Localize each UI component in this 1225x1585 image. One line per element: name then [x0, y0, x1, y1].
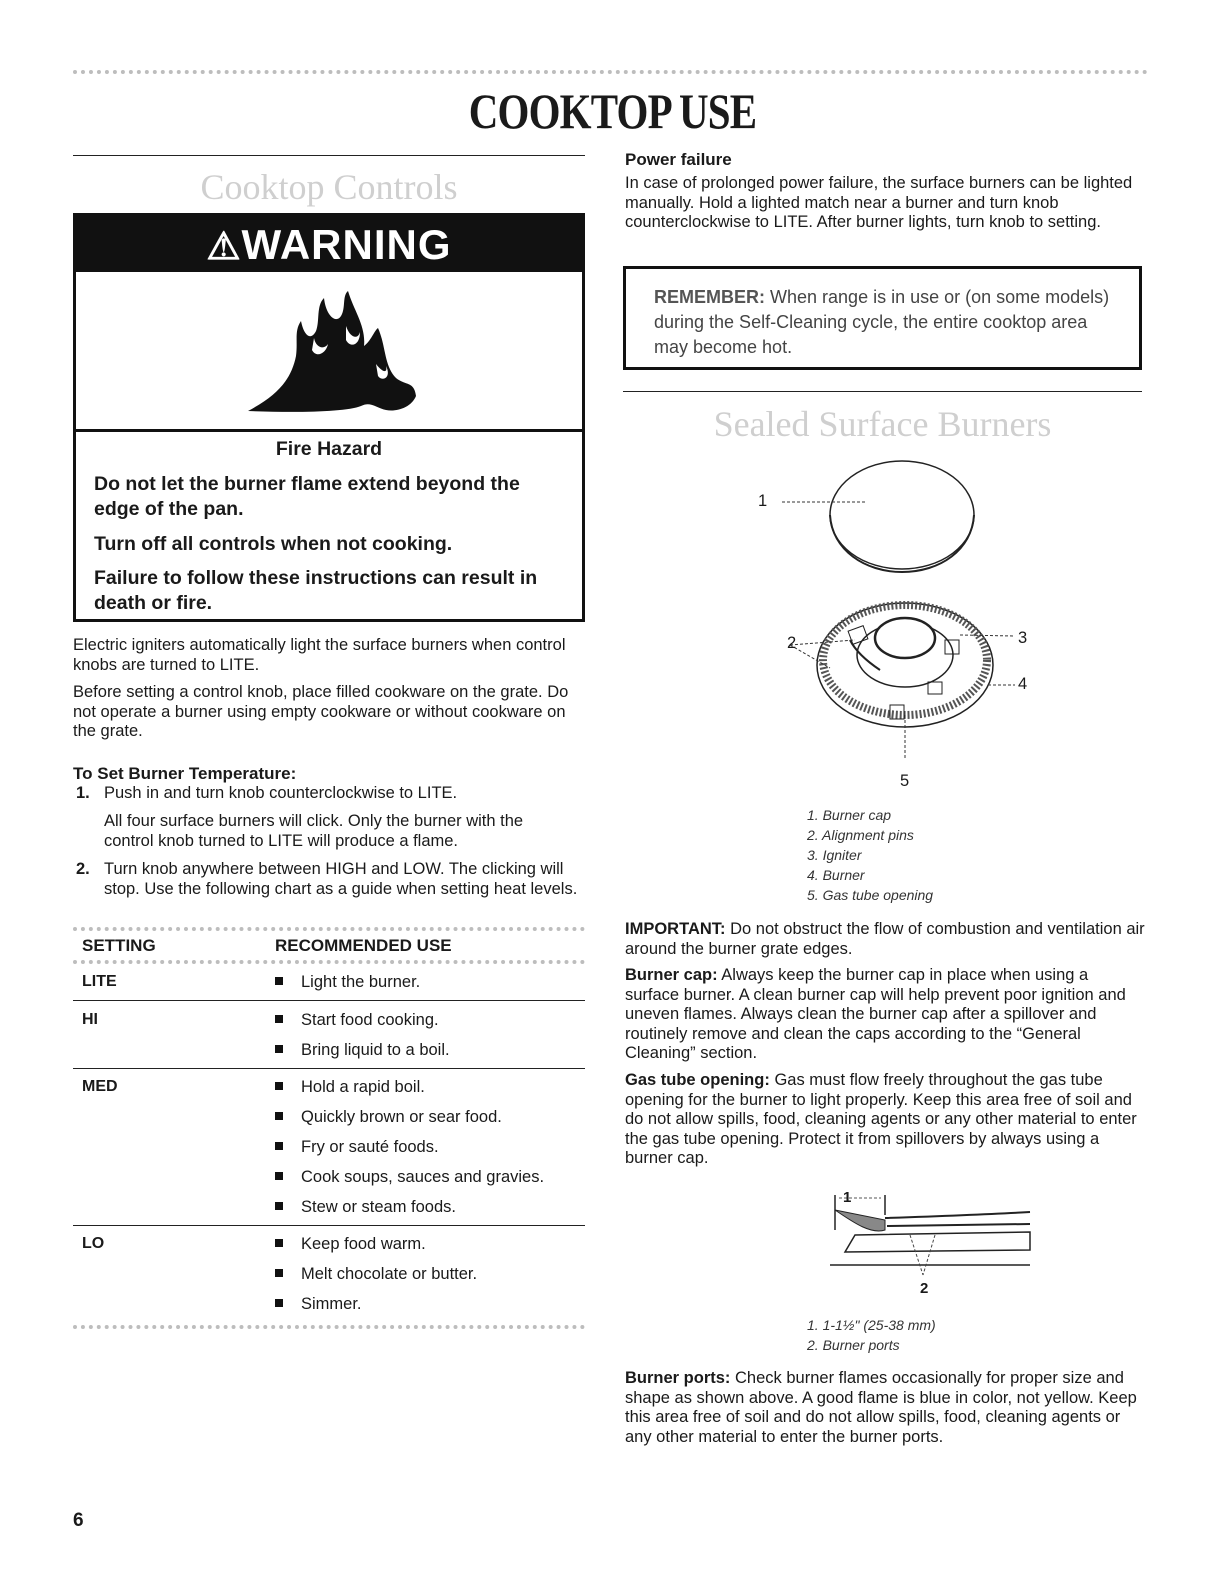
step-2-number: 2. [76, 860, 90, 878]
burner-caption-3: 3. Igniter [807, 847, 862, 863]
flame-callout-2: 2 [920, 1280, 929, 1297]
burner-diagram [770, 450, 1060, 790]
section-title-sealed-burners: Sealed Surface Burners [713, 404, 1052, 444]
flame-callout-1: 1 [843, 1189, 852, 1206]
bullet-icon [275, 1299, 283, 1307]
warning-line-3: Failure to follow these instructions can result in death or fire. [94, 567, 538, 614]
warning-divider [76, 429, 582, 432]
bullet-icon [275, 977, 283, 985]
use-med-4: Cook soups, sauces and gravies. [275, 1168, 544, 1187]
burner-callout-2: 2 [787, 634, 797, 652]
table-top-rule [73, 927, 585, 931]
use-med-3: Fry or sauté foods. [275, 1138, 439, 1157]
table-row-divider [73, 1225, 585, 1226]
use-hi-2: Bring liquid to a boil. [275, 1041, 450, 1060]
use-lite-1: Light the burner. [275, 973, 420, 992]
bullet-icon [275, 1142, 283, 1150]
warning-line-1: Do not let the burner flame extend beyond the edge of the pan. [94, 473, 520, 520]
power-failure-text: In case of prolonged power failure, the surface burners can be lighted manually. Hold a lighted match near a burner and turn knob counterclockwise to LITE. After burner lights, turn knob to setting. [625, 174, 1133, 231]
warning-label: WARNING [241, 221, 452, 268]
warning-box [73, 213, 585, 622]
setting-lite: LITE [82, 973, 117, 990]
page-number: 6 [73, 1510, 84, 1531]
warning-banner [76, 216, 582, 272]
top-rule [73, 70, 1148, 74]
remember-text: When range is in use or (on some models) during the Self-Cleaning cycle, the entire cooktop area may become hot. [654, 287, 1110, 357]
burner-caption-1: 1. Burner cap [807, 807, 892, 823]
power-failure-heading: Power failure [625, 150, 732, 169]
setting-hi: HI [82, 1011, 98, 1028]
table-header-use: RECOMMENDED USE [275, 936, 452, 955]
burner-callout-5: 5 [900, 772, 910, 790]
table-row-divider [73, 1000, 585, 1001]
flame-caption-1: 1. 1-1½" (25-38 mm) [807, 1317, 936, 1333]
setting-med: MED [82, 1078, 118, 1095]
warning-line-2: Turn off all controls when not cooking. [94, 533, 453, 555]
step-1-subtext: All four surface burners will click. Only the burner with the control knob turned to LITE will produce a flame. [104, 812, 524, 850]
bullet-icon [275, 1082, 283, 1090]
use-lo-3: Simmer. [275, 1295, 362, 1314]
intro-paragraph-1: Electric igniters automatically light the surface burners when control knobs are turned to LITE. [73, 636, 566, 674]
section-title-cooktop-controls: Cooktop Controls [200, 167, 458, 207]
step-2-text: Turn knob anywhere between HIGH and LOW. The clicking will stop. Use the following chart as a guide when setting heat levels. [104, 860, 578, 898]
section-rule [73, 155, 585, 156]
bullet-icon [275, 1269, 283, 1277]
flame-caption-2: 2. Burner ports [807, 1337, 900, 1353]
burner-callout-1: 1 [758, 492, 768, 510]
burner-cap-paragraph: Burner cap: Always keep the burner cap in place when using a surface burner. A clean burner cap will help prevent poor ignition and uneven flames. Always clean the burner cap after a spillover and routinely remove and clean the caps according to the “General Cleaning” section. [625, 966, 1126, 1062]
burner-caption-5: 5. Gas tube opening [807, 887, 934, 903]
flame-diagram [825, 1190, 1045, 1290]
use-lo-1: Keep food warm. [275, 1235, 426, 1254]
section-rule [623, 391, 1142, 392]
page-title: COOKTOP USE [468, 83, 757, 139]
bullet-icon [275, 1239, 283, 1247]
remember-label: REMEMBER: [654, 287, 765, 307]
important-paragraph: IMPORTANT: Do not obstruct the flow of combustion and ventilation air around the burner grate edges. [625, 920, 1145, 958]
fire-icon [236, 286, 426, 416]
use-med-2: Quickly brown or sear food. [275, 1108, 502, 1127]
table-row-divider [73, 1068, 585, 1069]
bullet-icon [275, 1172, 283, 1180]
setting-lo: LO [82, 1235, 105, 1252]
remember-box [623, 266, 1142, 370]
table-bottom-rule [73, 1325, 585, 1329]
burner-ports-paragraph: Burner ports: Check burner flames occasionally for proper size and shape as shown above. A good flame is blue in color, not yellow. Keep this area free of soil and do not allow spills, food, cleaning agents or any other material to enter the burner ports. [625, 1369, 1137, 1446]
use-med-1: Hold a rapid boil. [275, 1078, 425, 1097]
burner-caption-2: 2. Alignment pins [807, 827, 914, 843]
hazard-title: Fire Hazard [275, 438, 383, 460]
use-lo-2: Melt chocolate or butter. [275, 1265, 477, 1284]
bullet-icon [275, 1112, 283, 1120]
bullet-icon [275, 1045, 283, 1053]
burner-caption-4: 4. Burner [807, 867, 865, 883]
bullet-icon [275, 1202, 283, 1210]
warning-triangle-icon: ⚠ [206, 226, 242, 268]
table-header-rule [73, 960, 585, 964]
use-hi-1: Start food cooking. [275, 1011, 439, 1030]
use-med-5: Stew or steam foods. [275, 1198, 456, 1217]
burner-callout-3: 3 [1018, 629, 1028, 647]
intro-paragraph-2: Before setting a control knob, place filled cookware on the grate. Do not operate a burner using empty cookware or without cookware on the grate. [73, 683, 569, 740]
gas-tube-paragraph: Gas tube opening: Gas must flow freely throughout the gas tube opening for the burner to light properly. Keep this area free of soil and do not allow spills, food, cleaning agents or any other material to enter the gas tube opening. Protect it from spillovers by always using a burner cap. [625, 1071, 1137, 1167]
table-header-setting: SETTING [82, 936, 156, 955]
bullet-icon [275, 1015, 283, 1023]
burner-callout-4: 4 [1018, 675, 1028, 693]
step-1-text: Push in and turn knob counterclockwise to LITE. [104, 784, 458, 802]
step-1-number: 1. [76, 784, 90, 802]
set-temp-heading: To Set Burner Temperature: [73, 764, 297, 783]
